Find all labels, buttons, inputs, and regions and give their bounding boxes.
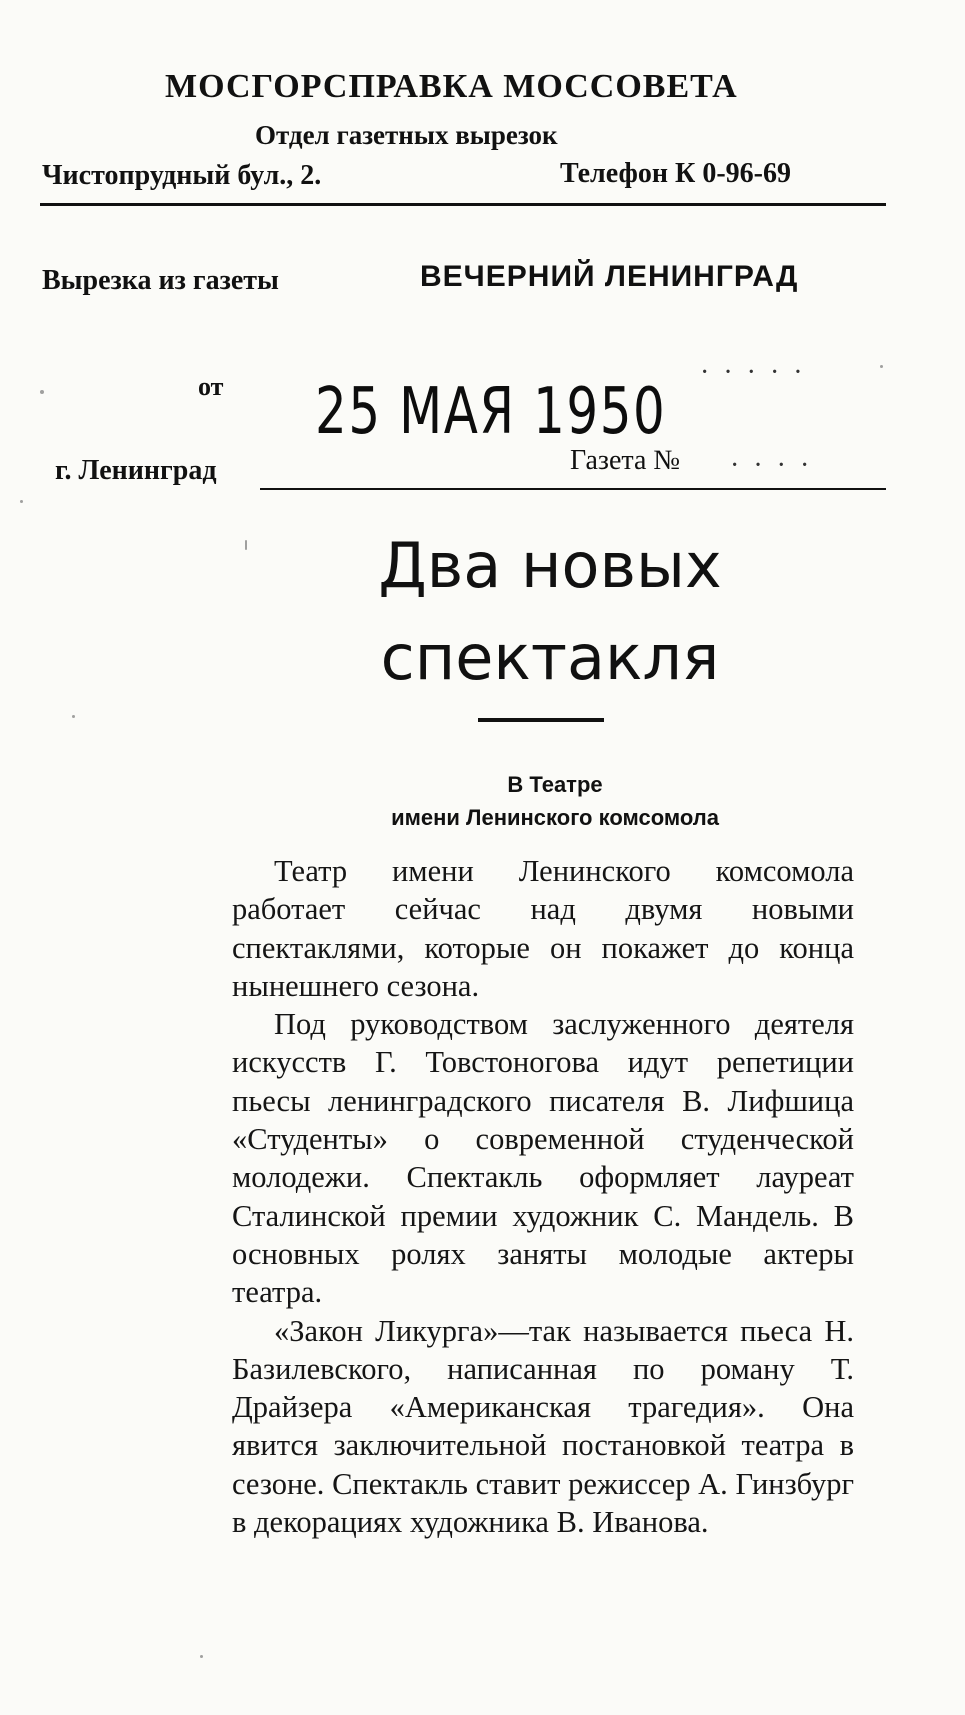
scan-speck <box>200 1655 203 1658</box>
fill-dots: ···· <box>730 450 824 481</box>
scan-speck <box>72 715 75 718</box>
scan-speck <box>245 540 247 550</box>
title-divider <box>478 718 604 722</box>
scan-speck <box>40 390 44 394</box>
article-paragraph: Под руководством заслуженного деятеля искусств Г. Товстоногова идут репетиции пьесы ленинградского писателя В. Лифшица «Студенты» о современной студенческой молодежи. Спектакль оформляет лауреат Сталинской премии художник С. Мандель. В основных ролях заняты молодые актеры театра. <box>232 1007 854 1310</box>
fill-dots: ····· <box>700 357 817 388</box>
from-label: от <box>198 372 224 401</box>
article-paragraph: Театр имени Ленинского комсомола работает сейчас над двумя новыми спектаклями, которые он покажет до конца нынешнего сезона. <box>232 854 854 1003</box>
article-body <box>232 852 854 1541</box>
agency-phone: Телефон К 0-96-69 <box>560 158 791 189</box>
agency-address: Чистопрудный бул., 2. <box>42 160 322 191</box>
article-paragraph: «Закон Ликурга»—так называется пьеса Н. Базилевского, написанная по роману Т. Драйзера «Американская трагедия». Она явится заключительной постановкой театра в сезоне. Спектакль ставит режиссер А. Гинзбург в декорациях художника В. Иванова. <box>232 1313 854 1540</box>
city-label: г. Ленинград <box>55 455 217 486</box>
header-divider <box>40 203 886 206</box>
scan-speck <box>880 365 883 368</box>
subhead-line: имени Ленинского комсомола <box>391 805 719 830</box>
article-subhead <box>295 768 815 834</box>
header-bottom-rule <box>260 488 886 490</box>
date-stamp: 25 МАЯ 1950 <box>315 375 667 449</box>
department-name: Отдел газетных вырезок <box>255 120 558 150</box>
article-title <box>330 520 770 704</box>
cut-label: Вырезка из газеты <box>42 265 279 296</box>
scan-speck <box>20 500 23 503</box>
article-title-line: спектакля <box>380 621 720 694</box>
gazeta-number-label: Газета № <box>570 445 681 476</box>
subhead-line: В Театре <box>507 772 603 797</box>
newspaper-name: ВЕЧЕРНИЙ ЛЕНИНГРАД <box>420 260 799 293</box>
article-title-line: Два новых <box>378 529 722 602</box>
agency-name: МОСГОРСПРАВКА МОССОВЕТА <box>165 68 738 105</box>
